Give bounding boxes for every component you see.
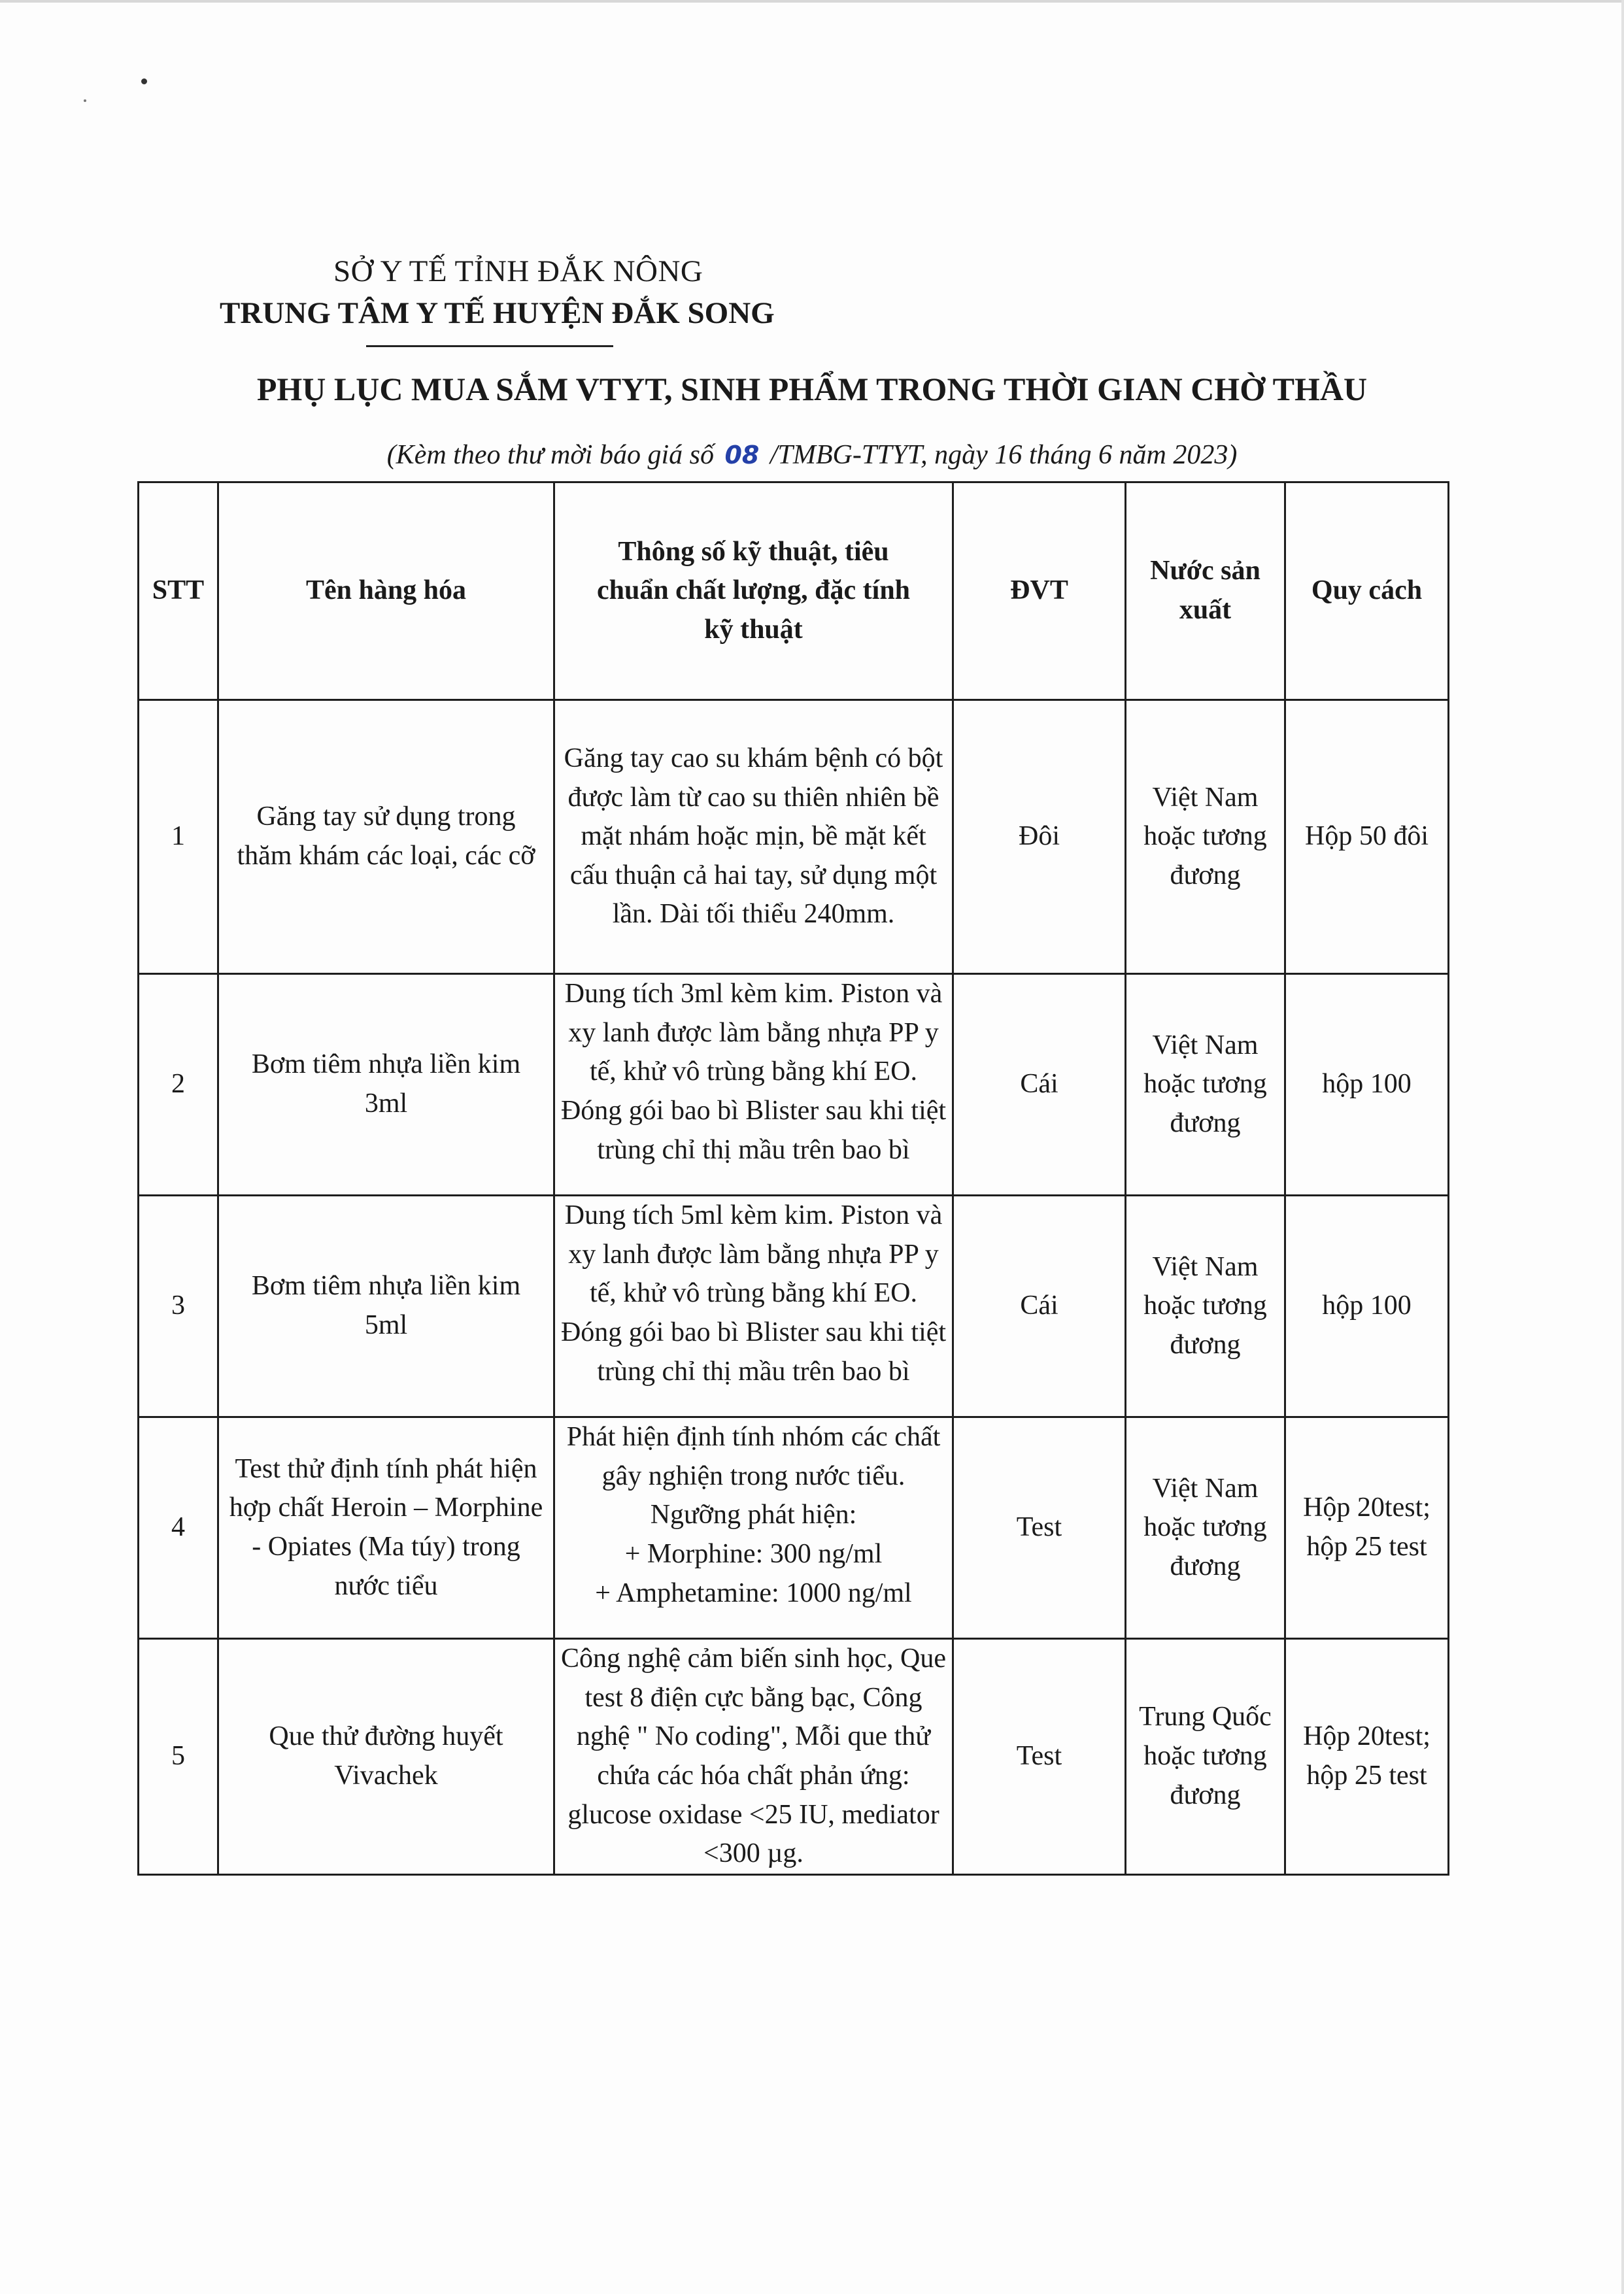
cell-unit: Cái — [953, 974, 1126, 1196]
department-name: SỞ Y TẾ TỈNH ĐẮK NÔNG — [333, 254, 703, 288]
cell-spec: Găng tay cao su khám bệnh có bột được làm từ cao su thiên nhiên bề mặt nhám hoặc mịn, bề mặt kết cấu thuận cả hai tay, sử dụng một lần. Dài tối thiểu 240mm. — [554, 700, 953, 974]
cell-name: Găng tay sử dụng trong thăm khám các loại, các cỡ — [218, 700, 554, 974]
table-row — [139, 700, 1449, 974]
handwritten-number: 08 — [724, 441, 760, 469]
scan-edge-top — [0, 0, 1624, 3]
scan-speck — [141, 78, 147, 84]
cell-unit: Test — [953, 1639, 1126, 1875]
cell-unit: Đôi — [953, 700, 1126, 974]
cell-origin: Việt Nam hoặc tương đương — [1126, 700, 1285, 974]
cell-packing: Hộp 20test; hộp 25 test — [1285, 1639, 1449, 1875]
cell-unit: Cái — [953, 1196, 1126, 1417]
cell-packing: Hộp 50 đôi — [1285, 700, 1449, 974]
subtitle-suffix: /TMBG-TTYT, ngày 16 tháng 6 năm 2023) — [763, 440, 1238, 470]
center-name: TRUNG TÂM Y TẾ HUYỆN ĐẮK SONG — [220, 296, 775, 330]
table-row — [139, 1639, 1449, 1875]
cell-name: Bơm tiêm nhựa liền kim 3ml — [218, 974, 554, 1196]
col-header-unit: ĐVT — [953, 482, 1126, 700]
cell-stt: 2 — [139, 974, 218, 1196]
cell-spec: Phát hiện định tính nhóm các chất gây nghiện trong nước tiểu. Ngưỡng phát hiện: + Morphine: 300 ng/ml + Amphetamine: 1000 ng/ml — [554, 1417, 953, 1639]
cell-stt: 1 — [139, 700, 218, 974]
cell-unit: Test — [953, 1417, 1126, 1639]
table-row — [139, 974, 1449, 1196]
cell-origin: Việt Nam hoặc tương đương — [1126, 974, 1285, 1196]
cell-stt: 3 — [139, 1196, 218, 1417]
cell-origin: Việt Nam hoặc tương đương — [1126, 1196, 1285, 1417]
cell-name: Bơm tiêm nhựa liền kim 5ml — [218, 1196, 554, 1417]
cell-name: Test thử định tính phát hiện hợp chất Heroin – Morphine - Opiates (Ma túy) trong nước tiểu — [218, 1417, 554, 1639]
col-header-spec: Thông số kỹ thuật, tiêu chuẩn chất lượng, đặc tính kỹ thuật — [554, 482, 953, 700]
cell-spec: Dung tích 3ml kèm kim. Piston và xy lanh được làm bằng nhựa PP y tế, khử vô trùng bằng khí EO. Đóng gói bao bì Blister sau khi tiệt trùng chỉ thị mầu trên bao bì — [554, 974, 953, 1196]
procurement-table — [137, 481, 1449, 1876]
col-header-packing: Quy cách — [1285, 482, 1449, 700]
cell-packing: hộp 100 — [1285, 1196, 1449, 1417]
subtitle-prefix: (Kèm theo thư mời báo giá số — [386, 440, 721, 470]
scan-edge-right — [1621, 0, 1624, 2294]
table-row — [139, 1417, 1449, 1639]
cell-packing: Hộp 20test; hộp 25 test — [1285, 1417, 1449, 1639]
scan-speck — [84, 99, 86, 102]
col-header-name: Tên hàng hóa — [218, 482, 554, 700]
cell-name: Que thử đường huyết Vivachek — [218, 1639, 554, 1875]
table-header-row — [139, 482, 1449, 700]
col-header-origin: Nước sản xuất — [1126, 482, 1285, 700]
cell-origin: Việt Nam hoặc tương đương — [1126, 1417, 1285, 1639]
cell-stt: 5 — [139, 1639, 218, 1875]
cell-spec: Công nghệ cảm biến sinh học, Que test 8 điện cực bằng bạc, Công nghệ " No coding", Mỗi que thử chứa các hóa chất phản ứng: glucose oxidase <25 IU, mediator <300 µg. — [554, 1639, 953, 1875]
table-row — [139, 1196, 1449, 1417]
page-title: PHỤ LỤC MUA SẮM VTYT, SINH PHẨM TRONG THỜI GIAN CHỜ THẦU — [256, 371, 1368, 407]
page-subtitle — [0, 439, 1624, 471]
cell-origin: Trung Quốc hoặc tương đương — [1126, 1639, 1285, 1875]
cell-packing: hộp 100 — [1285, 974, 1449, 1196]
col-header-stt: STT — [139, 482, 218, 700]
header-underline — [366, 345, 613, 347]
cell-spec: Dung tích 5ml kèm kim. Piston và xy lanh được làm bằng nhựa PP y tế, khử vô trùng bằng khí EO. Đóng gói bao bì Blister sau khi tiệt trùng chỉ thị mầu trên bao bì — [554, 1196, 953, 1417]
cell-stt: 4 — [139, 1417, 218, 1639]
